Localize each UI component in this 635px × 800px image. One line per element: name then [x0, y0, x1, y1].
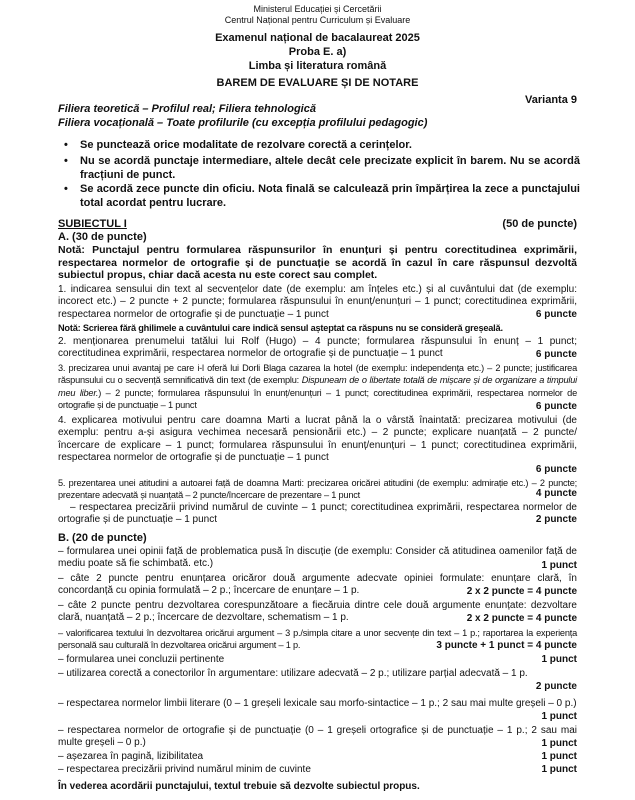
- b-item-10: – respectarea precizării privind numărul minim de cuvinte: [58, 764, 311, 775]
- item-3-points: 6 puncte: [535, 401, 577, 412]
- part-b-title: B. (20 de puncte): [58, 532, 147, 544]
- item-2-points: 6 puncte: [535, 349, 577, 360]
- item-5: 5. prezentarea unei atitudini a autoarei față de doamna Marti: precizarea oricărei atitudini (de exemplu: admirație etc.) – 2 puncte; prezentare adecvată și nuanțată – 2 puncte/încercare de prezentare – 1 punct: [58, 478, 577, 501]
- rule-2: Nu se acordă punctaje intermediare, altele decât cele precizate explicit în barem. Nu se acordă fracțiuni de punct.: [80, 155, 580, 181]
- item-4: 4. explicarea motivului pentru care doamna Marti a lucrat până la o vârstă înaintată: precizarea motivului (de exemplu: pentru a-și asigura vechimea necesară pensionării etc.) – 2 puncte; explicare nuanțată – 2 puncte/încercare de explicare – 1 punct; formularea răspunsului în enunț/enunțuri – 1 punct; corectitudinea exprimării, respectarea normelor de ortografie și de punctuație – 1 punct: [58, 415, 577, 464]
- exam-title: Examenul național de bacalaureat 2025: [215, 32, 420, 44]
- b-item-6-points: 2 puncte: [535, 681, 577, 692]
- b-item-9-points: 1 punct: [541, 751, 577, 762]
- bullet-icon: •: [64, 139, 68, 151]
- final-note: În vederea acordării punctajului, textul trebuie să dezvolte subiectul propus.: [58, 781, 420, 792]
- subiect-points: (50 de puncte): [502, 218, 577, 230]
- b-item-4: – valorificarea textului în dezvoltarea oricărui argument – 3 p./simpla citare a unor secvențe din text – 1 p.; raportarea la experiența personală sau culturală în dezvoltarea oricărui argument – 1 p.: [58, 628, 577, 651]
- item-2: 2. menționarea prenumelui tatălui lui Rolf (Hugo) – 4 puncte; formularea răspunsului în enunț – 1 punct; corectitudinea exprimării, respectarea normelor de ortografie și de punctuație – 1 punct: [58, 336, 577, 360]
- nota-a: Notă: Punctajul pentru formularea răspunsurilor în enunțuri și pentru corectitudinea exprimării, respectarea normelor de ortografie și de punctuație se acordă în cazul în care răspunsul dezvoltă subiectul propus, chiar dacă acesta nu este corect sau complet.: [58, 244, 577, 282]
- b-item-8: – respectarea normelor de ortografie și de punctuație (0 – 1 greșeli ortografice și de punctuație – 1 p.; 2 sau mai multe greșeli – 0 p.): [58, 725, 577, 749]
- b-item-7-points: 1 punct: [541, 711, 577, 722]
- b-item-2: – câte 2 puncte pentru enunțarea oricăror două argumente adecvate opiniei formulate: enunțare clară, în concordanță cu opinia formulată – 2 p.; încercare de enunțare – 1 p.: [58, 573, 577, 597]
- bullet-icon: •: [64, 183, 68, 195]
- rule-1: Se punctează orice modalitate de rezolvare corectă a cerințelor.: [80, 139, 412, 151]
- filiera-line-1: Filiera teoretică – Profilul real; Filiera tehnologică: [58, 103, 316, 115]
- b-item-9: – așezarea în pagină, lizibilitatea: [58, 751, 204, 762]
- b-item-6: – utilizarea corectă a conectorilor în argumentare: utilizare adecvată – 2 p.; utilizare parțial adecvată – 1 p.: [58, 668, 528, 679]
- b-item-1-points: 1 punct: [541, 560, 577, 571]
- b-item-2-points: 2 x 2 puncte = 4 puncte: [466, 586, 577, 597]
- rule-3: Se acordă zece puncte din oficiu. Nota finală se calculează prin împărțirea la zece a punctajului total acordat pentru lucrare.: [80, 183, 580, 209]
- item-3-quote: Dispuneam de o libertate totală de mișcare și de organizare a timpului meu liber.: [58, 375, 577, 398]
- b-item-10-points: 1 punct: [541, 764, 577, 775]
- b-item-5: – formularea unei concluzii pertinente: [58, 654, 225, 665]
- item-1-points: 6 puncte: [535, 309, 577, 320]
- item-1: 1. indicarea sensului din text al secvențelor date (de exemplu: am înțeles etc.) și al cuvântului dat (de exemplu: incorect etc.) – 2 puncte + 2 puncte; formularea răspunsului în enunț/enunțuri – 1 punct; corectitudinea exprimării, respectarea normelor de ortografie și de punctuație – 1 punct: [58, 284, 577, 320]
- ministry-name: Ministerul Educației și Cercetării: [253, 4, 382, 14]
- subject-title: Limba și literatura română: [248, 60, 387, 72]
- b-item-7: – respectarea normelor limbii literare (0 – 1 greșeli lexicale sau morfo-sintactice – 1 p.; 2 sau mai multe greșeli – 0 p.): [58, 698, 577, 709]
- item-5-points: 4 puncte: [535, 488, 577, 499]
- item-3-part-b: ) – 2 puncte; formularea răspunsului în enunț/enunțuri – 1 punct; corectitudinea exprimării, respectarea normelor de ortografie și de punctuație – 1 punct: [58, 387, 578, 411]
- item-3-part-a: 3. precizarea unui avantaj pe care i-l oferă lui Dorli Blaga cazarea la hotel (de exemplu: independența etc.) – 2 puncte; justificarea răspunsului cu o secvență semnificativă din text (de exemplu:: [58, 363, 577, 386]
- b-item-3-points: 2 x 2 puncte = 4 puncte: [466, 613, 577, 624]
- b-item-1: – formularea unei opinii față de problematica pusă în discuție (de exemplu: Consider că atitudinea oamenilor față de mediu poate să fie schimbată. etc.): [58, 546, 577, 570]
- proba-title: Proba E. a): [288, 46, 347, 58]
- b-item-4-points: 3 puncte + 1 punct = 4 puncte: [436, 640, 577, 651]
- bullet-icon: •: [64, 155, 68, 167]
- b-item-5-points: 1 punct: [541, 654, 577, 665]
- barem-title: BAREM DE EVALUARE ȘI DE NOTARE: [216, 77, 419, 89]
- item-3: [58, 362, 577, 412]
- b-item-3: – câte 2 puncte pentru dezvoltarea corespunzătoare a fiecăruia dintre cele două argumente enunțate: dezvoltare clară, nuanțată – 2 p.; încercare de dezvoltare, schematism – 1 p.: [58, 600, 577, 624]
- b-item-8-points: 1 punct: [541, 738, 577, 749]
- varianta-label: Varianta 9: [525, 94, 577, 106]
- item-4-points: 6 puncte: [535, 464, 577, 475]
- part-a-title: A. (30 de puncte): [58, 231, 147, 243]
- nota-2: Notă: Scrierea fără ghilimele a cuvântului care indică sensul așteptat ca răspuns nu se consideră greșeală.: [58, 323, 503, 333]
- item-5b: – respectarea precizării privind numărul de cuvinte – 1 punct; corectitudinea exprimării, respectarea normelor de ortografie și de punctuație – 1 punct: [58, 502, 577, 526]
- subiect-title: SUBIECTUL I: [58, 218, 127, 230]
- item-5b-points: 2 puncte: [535, 514, 577, 525]
- center-name: Centrul Național pentru Curriculum și Evaluare: [224, 15, 411, 25]
- filiera-line-2: Filiera vocațională – Toate profilurile (cu excepția profilului pedagogic): [58, 117, 428, 129]
